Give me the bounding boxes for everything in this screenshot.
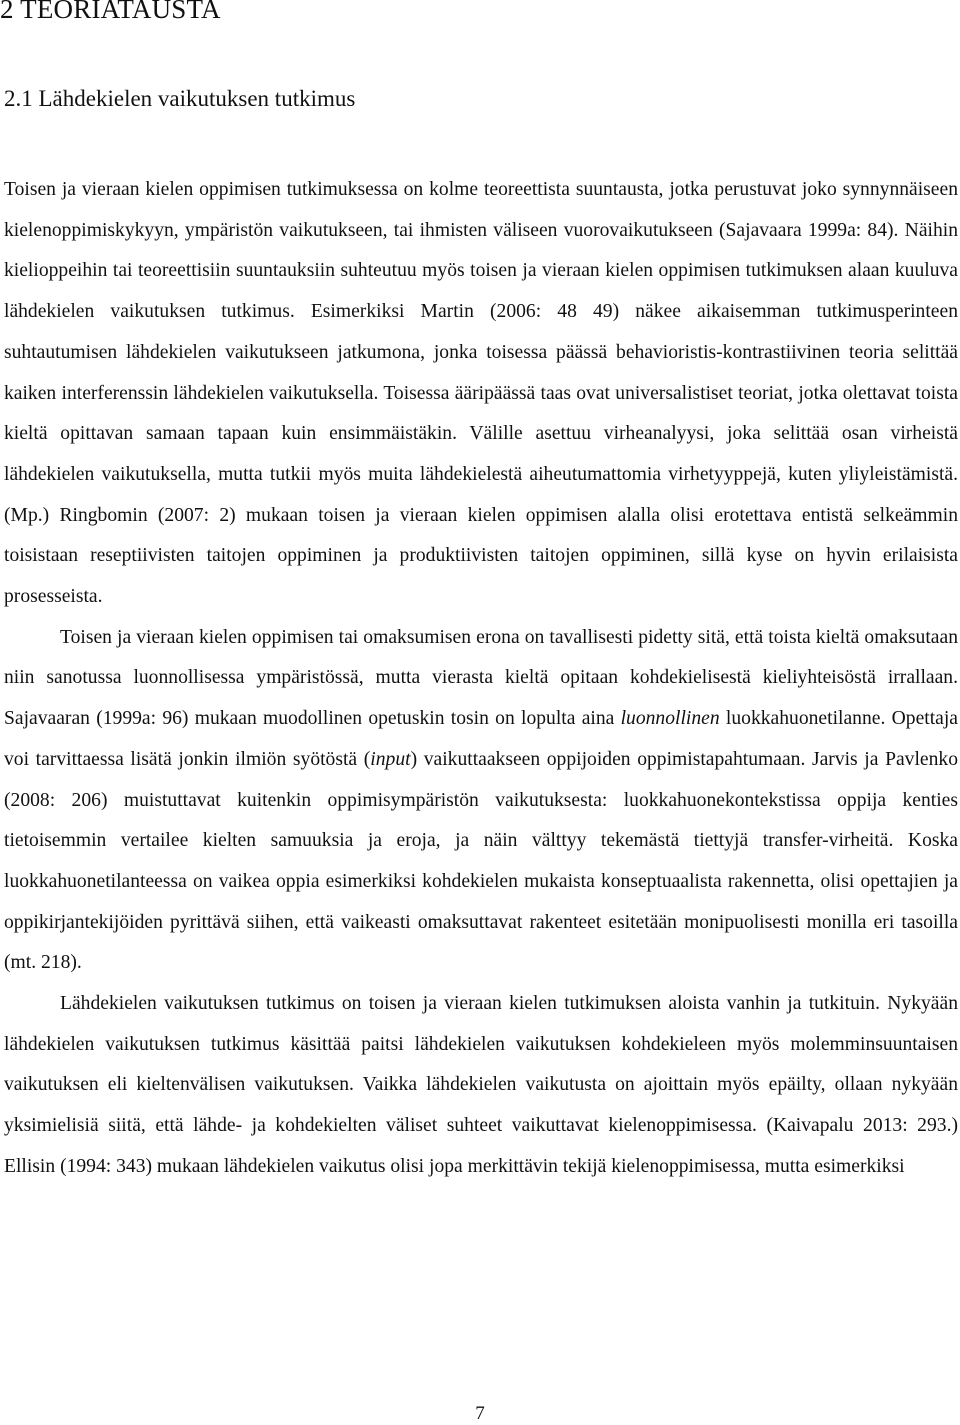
italic-term-luonnollinen: luonnollinen bbox=[620, 708, 720, 730]
page-number: 7 bbox=[475, 1403, 485, 1424]
paragraph-2 bbox=[4, 618, 958, 984]
italic-term-input: input bbox=[370, 748, 411, 770]
paragraph-2-text-c: ) vaikuttaakseen oppijoiden oppimistapahtumaan. Jarvis ja Pavlenko (2008: 206) muistuttavat kuitenkin oppimisympäristön vaikutuksesta: luokkahuonekontekstissa oppija kenties tietoisemmin vertailee kielten samuuksia ja eroja, ja näin välttyy tekemästä tiettyjä transfer-virheitä. Koska luokkahuonetilanteessa on vaikea oppia esimerkiksi kohdekielen mukaista konseptuaalista rakennetta, olisi opettajien ja oppikirjantekijöiden pyrittävä siihen, että vaikeasti omaksuttavat rakenteet esitetään monipuolisesti monilla eri tasoilla (mt. 218). bbox=[4, 748, 958, 974]
paragraph-3 bbox=[4, 984, 958, 1188]
body-text bbox=[4, 170, 958, 1188]
section-heading: 2.1 Lähdekielen vaikutuksen tutkimus bbox=[4, 86, 356, 111]
chapter-heading: 2 TEORIATAUSTA bbox=[0, 0, 221, 24]
paragraph-2-text-b: luokkahuonetilanne. Opettaja voi tarvittaessa lisätä jonkin ilmiön syötöstä ( bbox=[4, 708, 958, 770]
paragraph-3-text: Lähdekielen vaikutuksen tutkimus on toisen ja vieraan kielen tutkimuksen aloista vanhin ja tutkituin. Nykyään lähdekielen vaikutuksen tutkimus käsittää paitsi lähdekielen vaikutuksen kohdekieleen myös molemminsuuntaisen vaikutuksen eli kieltenvälisen vaikutuksen. Vaikka lähdekielen vaikutusta on ajoittain myös epäilty, ollaan nykyään yksimielisiä siitä, että lähde- ja kohdekielten väliset suhteet vaikuttavat kielenoppimisessa. (Kaivapalu 2013: 293.) Ellisin (1994: 343) mukaan lähdekielen vaikutus olisi jopa merkittävin tekijä kielenoppimisessa, mutta esimerkiksi bbox=[4, 993, 958, 1177]
paragraph-1-text: Toisen ja vieraan kielen oppimisen tutkimuksessa on kolme teoreettista suuntausta, jotka perustuvat joko synnynnäiseen kielenoppimiskykyyn, ympäristön vaikutukseen, tai ihmisten väliseen vuorovaikutukseen (Sajavaara 1999a: 84). Näihin kielioppeihin tai teoreettisiin suuntauksiin suhteutuu myös toisen ja vieraan kielen oppimisen tutkimuksen alaan kuuluva lähdekielen vaikutuksen tutkimus. Esimerkiksi Martin (2006: 48 49) näkee aikaisemman tutkimusperinteen suhtautumisen lähdekielen vaikutukseen jatkumona, jonka toisessa päässä behavioristis-kontrastiivinen teoria selittää kaiken interferenssin lähdekielen vaikutuksella. Toisessa ääripäässä taas ovat universalistiset teoriat, jotka olettavat toista kieltä opittavan samaan tapaan kuin ensimmäistäkin. Välille asettuu virheanalyysi, joka selittää osan virheistä lähdekielen vaikutuksella, mutta tutkii myös muita lähdekielestä aiheutumattomia virhetyyppejä, kuten yliyleistämistä. (Mp.) Ringbomin (2007: 2) mukaan toisen ja vieraan kielen oppimisen alalla olisi erotettava entistä selkeämmin toisistaan reseptiivisten taitojen oppiminen ja produktiivisten taitojen oppiminen, sillä kyse on hyvin erilaisista prosesseista. bbox=[4, 179, 958, 608]
paragraph-1 bbox=[4, 170, 958, 618]
paragraph-2-text-a: Toisen ja vieraan kielen oppimisen tai omaksumisen erona on tavallisesti pidetty sitä, että toista kieltä omaksutaan niin sanotussa luonnollisessa ympäristössä, mutta vierasta kieltä opitaan kohdekielisestä kieliyhteisöstä irrallaan. Sajavaaran (1999a: 96) mukaan muodollinen opetuskin tosin on lopulta aina bbox=[4, 626, 958, 730]
